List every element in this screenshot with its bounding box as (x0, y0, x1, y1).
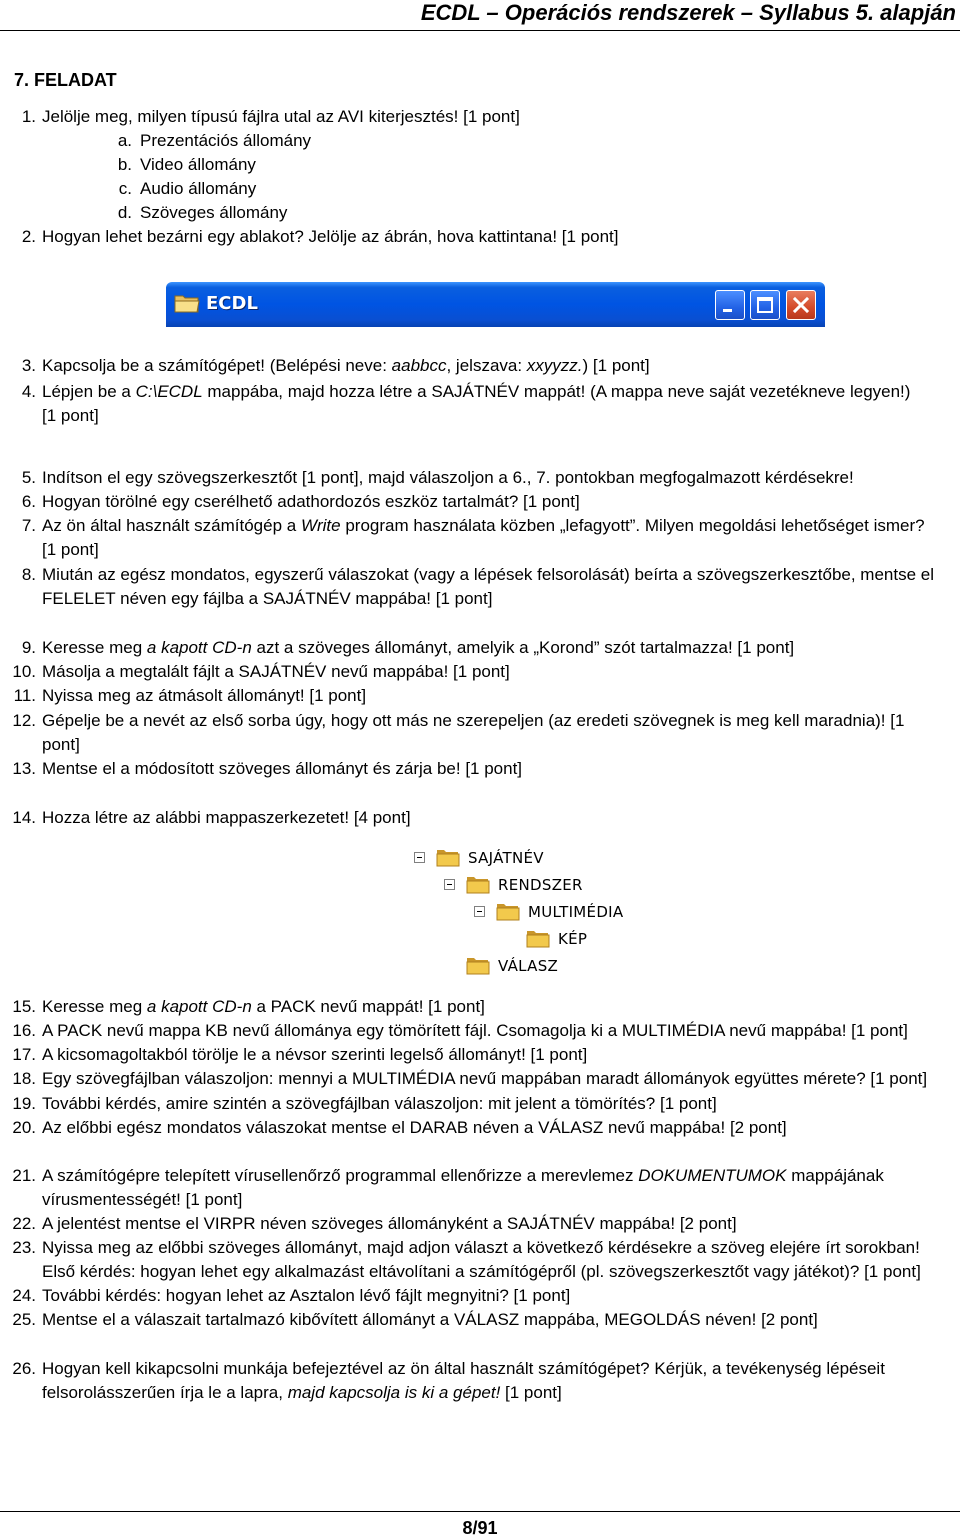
question-text: Egy szövegfájlban válaszoljon: mennyi a MULTIMÉDIA nevű mappában maradt állományok együttes mérete? [1 pont] (42, 1069, 928, 1088)
text-part: program használata közben „lefagyott”. Milyen megoldási lehetőséget ismer? (340, 516, 925, 535)
question-text: Nyissa meg az előbbi szöveges állományt, majd adjon választ a következő kérdésekre a szöveg elejére írt sorokban! (42, 1238, 920, 1257)
question-text: FELELET néven egy fájlba a SAJÁTNÉV mappába! [1 pont] (42, 589, 493, 608)
collapse-icon[interactable] (414, 852, 425, 863)
option-text: Audio állomány (140, 179, 257, 198)
tree-item-label: VÁLASZ (498, 957, 559, 975)
question-number: 9. (21, 638, 36, 657)
folder-icon (466, 955, 490, 976)
text-part: mappájának (786, 1166, 884, 1185)
folder-icon (496, 901, 520, 922)
folder-name: DOKUMENTUMOK (638, 1166, 787, 1185)
option-letter: a. (117, 131, 132, 150)
option-text: Szöveges állomány (140, 203, 288, 222)
question-text (42, 354, 956, 378)
question-number: 25. (12, 1310, 36, 1329)
footer-divider (0, 1511, 960, 1512)
page-number (0, 1517, 960, 1539)
question-number: 6. (21, 492, 36, 511)
question-text: Első kérdés: hogyan lehet egy alkalmazást eltávolítani a számítógépről (pl. szövegszerkesztőt vagy játékot)? [1 pont] (42, 1262, 921, 1281)
question-number: 26. (12, 1359, 36, 1378)
page-header-title: ECDL – Operációs rendszerek – Syllabus 5. alapján (420, 0, 956, 25)
question-number: 13. (12, 759, 36, 778)
question-text: Jelölje meg, milyen típusú fájlra utal az AVI kiterjesztés! [1 pont] (42, 107, 520, 126)
emphasis: a kapott CD-n (146, 638, 252, 657)
question-text (42, 636, 956, 660)
tree-item-label: KÉP (558, 930, 588, 948)
option-letter: d. (117, 203, 132, 222)
question-text (42, 1381, 956, 1405)
text-part: Keresse meg (42, 997, 147, 1016)
question-number: 24. (12, 1286, 36, 1305)
question-text: További kérdés, amire szintén a szövegfájlban válaszoljon: mit jelent a tömörítés? [1 pont] (42, 1094, 717, 1113)
text-part: Lépjen be a (42, 382, 136, 401)
question-text (42, 1164, 956, 1188)
text-part: Az ön által használt számítógép a (42, 516, 301, 535)
question-text: Mentse el a módosított szöveges állományt és zárja be! [1 pont] (42, 759, 523, 778)
option-letter: b. (117, 155, 132, 174)
close-button[interactable] (786, 290, 816, 320)
collapse-icon[interactable] (444, 879, 455, 890)
text-part: , jelszava: (446, 356, 527, 375)
program-name: Write (300, 516, 341, 535)
option-letter: c. (118, 179, 132, 198)
text-part: felsorolásszerűen írja le a lapra, (42, 1383, 288, 1402)
question-number: 10. (12, 662, 36, 681)
question-text: Hogyan törölné egy cserélhető adathordozós eszköz tartalmát? [1 pont] (42, 492, 580, 511)
question-number: 23. (12, 1238, 36, 1257)
window-title: ECDL (206, 293, 258, 314)
question-number: 5. (21, 468, 36, 487)
option-text: Prezentációs állomány (140, 131, 312, 150)
folder-path: C:\ECDL (135, 382, 203, 401)
question-number: 4. (21, 382, 36, 401)
question-text: Miután az egész mondatos, egyszerű válaszokat (vagy a lépések felsorolását) beírta a szövegszerkesztőbe, mentse el (42, 565, 935, 584)
question-text: pont] (42, 735, 80, 754)
question-text: Indítson el egy szövegszerkesztőt [1 pont], majd válaszoljon a 6., 7. pontokban megfogalmazott kérdésekre! (42, 468, 854, 487)
question-number: 16. (12, 1021, 36, 1040)
question-number: 21. (12, 1166, 36, 1185)
text-part: A számítógépre telepített vírusellenőrző programmal ellenőrizze a merevlemez (42, 1166, 639, 1185)
question-number: 20. (12, 1118, 36, 1137)
folder-icon (174, 292, 200, 314)
tree-item-label: RENDSZER (498, 876, 583, 894)
question-number: 19. (12, 1094, 36, 1113)
question-text: [1 pont] (42, 406, 99, 425)
folder-icon (436, 847, 460, 868)
question-text: Mentse el a válaszait tartalmazó kibővített állományt a VÁLASZ mappába, MEGOLDÁS néven! [2 pont] (42, 1310, 818, 1329)
question-number: 8. (21, 565, 36, 584)
minimize-button[interactable] (715, 290, 745, 320)
question-text: A jelentést mentse el VIRPR néven szöveges állományként a SAJÁTNÉV mappába! [2 pont] (42, 1214, 737, 1233)
header-divider (0, 30, 960, 31)
maximize-icon (751, 291, 779, 319)
question-text: Hogyan lehet bezárni egy ablakot? Jelölje az ábrán, hova kattintana! [1 pont] (42, 227, 619, 246)
question-text: Hozza létre az alábbi mappaszerkezetet! [4 pont] (42, 808, 411, 827)
question-text: Nyissa meg az átmásolt állományt! [1 pont] (42, 686, 367, 705)
text-part: a PACK nevű mappát! [1 pont] (251, 997, 485, 1016)
minimize-icon (716, 291, 744, 319)
question-number: 14. (12, 808, 36, 827)
text-part: [1 pont] (500, 1383, 562, 1402)
emphasis: majd kapcsolja is ki a gépet! (287, 1383, 501, 1402)
password: xxyyzz. (526, 356, 583, 375)
question-text: További kérdés: hogyan lehet az Asztalon lévő fájlt megnyitni? [1 pont] (42, 1286, 571, 1305)
question-number: 18. (12, 1069, 36, 1088)
question-number: 3. (21, 356, 36, 375)
text-part: Keresse meg (42, 638, 147, 657)
task-title: 7. FELADAT (14, 70, 117, 90)
collapse-icon[interactable] (474, 906, 485, 917)
question-text: Másolja a megtalált fájlt a SAJÁTNÉV nevű mappába! [1 pont] (42, 662, 510, 681)
question-number: 22. (12, 1214, 36, 1233)
question-number: 11. (13, 686, 36, 705)
question-text: Hogyan kell kikapcsolni munkája befejeztével az ön által használt számítógépet? Kérjük, a tevékenység lépéseit (42, 1359, 885, 1378)
question-number: 12. (12, 711, 36, 730)
text-part: azt a szöveges állományt, amelyik a „Korond” szót tartalmazza! [1 pont] (251, 638, 795, 657)
question-text (42, 514, 956, 538)
page-number-text: 8/91 (462, 1518, 498, 1538)
question-text (42, 995, 956, 1019)
question-number: 1. (21, 107, 36, 126)
question-number: 17. (12, 1045, 36, 1064)
window-title-bar (166, 282, 825, 327)
text-part: Kapcsolja be a számítógépet! (Belépési neve: (42, 356, 392, 375)
tree-item-label: MULTIMÉDIA (528, 903, 624, 921)
tree-item-label: SAJÁTNÉV (468, 849, 544, 867)
question-text (42, 380, 956, 404)
text-part: mappába, majd hozza létre a SAJÁTNÉV mappát! (A mappa neve saját vezetékneve legyen!) (202, 382, 911, 401)
question-text: Gépelje be a nevét az első sorba úgy, hogy ott más ne szerepeljen (az eredeti szövegnek is meg kell maradnia)! [1 (42, 711, 905, 730)
emphasis: a kapott CD-n (146, 997, 252, 1016)
question-text: [1 pont] (42, 540, 99, 559)
option-text: Video állomány (140, 155, 256, 174)
question-text: Az előbbi egész mondatos válaszokat mentse el DARAB néven a VÁLASZ nevű mappába! [2 pont] (42, 1118, 787, 1137)
maximize-button[interactable] (750, 290, 780, 320)
text-part: ) [1 pont] (582, 356, 650, 375)
question-number: 15. (12, 997, 36, 1016)
question-number: 2. (21, 227, 36, 246)
question-text: vírusmentességét! [1 pont] (42, 1190, 243, 1209)
username: aabbcc (391, 356, 447, 375)
question-number: 7. (21, 516, 36, 535)
folder-icon (526, 928, 550, 949)
question-text: A PACK nevű mappa KB nevű állománya egy tömörített fájl. Csomagolja ki a MULTIMÉDIA nevű mappába! [1 pont] (42, 1021, 908, 1040)
folder-icon (466, 874, 490, 895)
close-icon (787, 291, 815, 319)
question-text: A kicsomagoltakból törölje le a névsor szerinti legelső állományt! [1 pont] (42, 1045, 588, 1064)
